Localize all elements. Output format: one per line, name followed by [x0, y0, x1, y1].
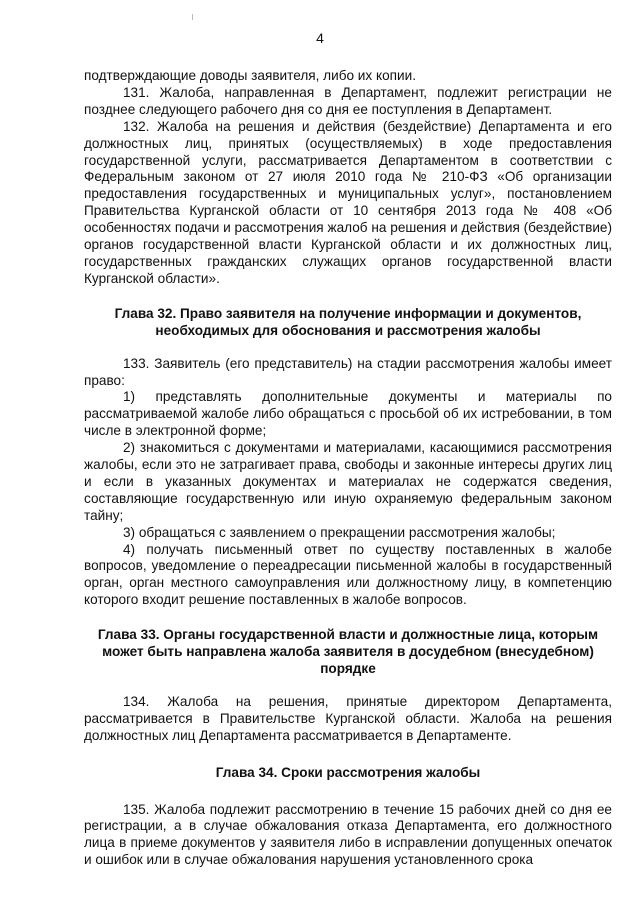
paragraph-continuation: подтверждающие доводы заявителя, либо их копии. [84, 68, 416, 83]
chapter-33-heading: Глава 33. Органы государственной власти и должностные лица, которым может быть направлена жалоба заявителя в досудебном (внесудебном) порядке [97, 627, 599, 676]
paragraph-135: 135. Жалоба подлежит рассмотрению в течение 15 рабочих дней со дня ее регистрации, а в случае обжалования отказа Департамента, его должностного лица в приеме документов у заявителя либо в исправлении допущенных опечаток и ошибок или в случае обжалования нарушения установленного срока [84, 801, 612, 868]
paragraph-131: 131. Жалоба, направленная в Департамент, подлежит регистрации не позднее следующего рабочего дня со дня ее поступления в Департамент. [84, 84, 612, 117]
paragraph-133-item-3: 3) обращаться с заявлением о прекращении рассмотрения жалобы; [123, 524, 556, 540]
paragraph-133-item-1: 1) представлять дополнительные документы и материалы по рассматриваемой жалобе либо обращаться с просьбой об их истребовании, в том числе в электронной форме; [84, 389, 612, 439]
paragraph-133-item-4: 4) получать письменный ответ по существу поставленных в жалобе вопросов, уведомление о переадресации письменной жалобы в государственный орган, орган местного самоуправления или должностному лицу, в компетенцию которого входит решение поставленных в жалобе вопросов. [84, 541, 612, 608]
scan-mark [192, 14, 193, 20]
paragraph-133-item-2: 2) знакомиться с документами и материалами, касающимися рассмотрения жалобы, если это не затрагивает права, свободы и законные интересы других лиц и если в указанных документах и материалах не содержатся сведения, составляющие государственную или иную охраняемую федеральным законом тайну; [84, 440, 612, 523]
document-body [84, 68, 612, 869]
paragraph-134: 134. Жалоба на решения, принятые директором Департамента, рассматривается в Правительстве Курганской области. Жалоба на решения должностных лиц Департамента рассматривается в Департаменте. [84, 693, 612, 743]
chapter-32-heading: Глава 32. Право заявителя на получение информации и документов, необходимых для обоснования и рассмотрения жалобы [114, 305, 582, 338]
page-number: 4 [316, 30, 324, 46]
chapter-34-heading: Глава 34. Сроки рассмотрения жалобы [215, 764, 481, 780]
paragraph-132: 132. Жалоба на решения и действия (бездействие) Департамента и его должностных лиц, принятых (осуществляемых) в ходе предоставления государственной услуги, рассматривается Департаментом в соответствии с Федеральным законом от 27 июля 2010 года № 210-ФЗ «Об организации предоставления государственных и муниципальных услуг», постановлением Правительства Курганской области от 10 сентября 2013 года № 408 «Об особенностях подачи и рассмотрения жалоб на решения и действия (бездействие) органов государственной власти Курганской области и их должностных лиц, государственных гражданских служащих органов государственной власти Курганской области». [84, 118, 612, 286]
paragraph-133: 133. Заявитель (его представитель) на стадии рассмотрения жалобы имеет право: [84, 355, 612, 388]
